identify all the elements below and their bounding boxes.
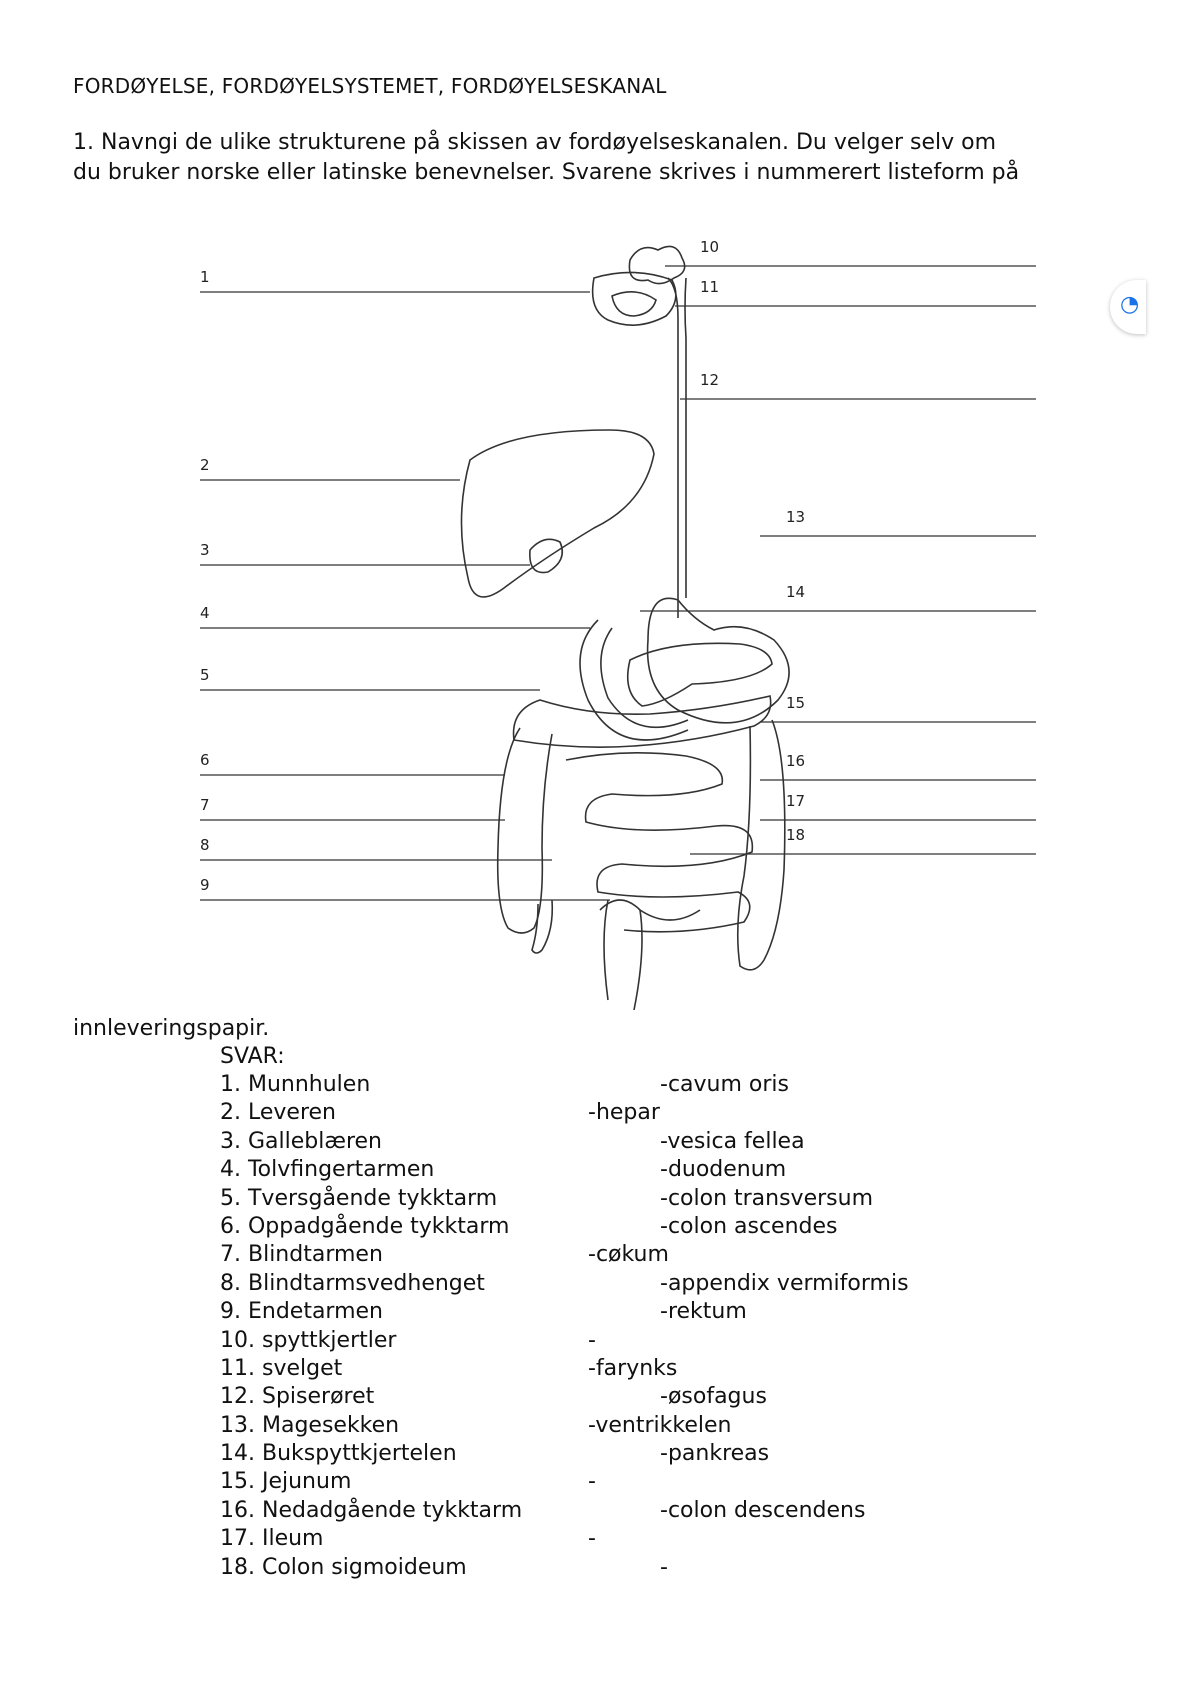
answer-row bbox=[220, 1497, 1120, 1525]
answer-norwegian-name: 16. Nedadgående tykktarm bbox=[220, 1497, 523, 1523]
answer-row bbox=[220, 1270, 1120, 1298]
answer-row bbox=[220, 1355, 1120, 1383]
tongue-shape bbox=[612, 292, 656, 316]
diagram-label-3: 3 bbox=[200, 541, 210, 559]
diagram-label-4: 4 bbox=[200, 604, 210, 622]
answer-row bbox=[220, 1554, 1120, 1582]
diagram-label-9: 9 bbox=[200, 876, 210, 894]
answer-latin-name: -cavum oris bbox=[660, 1072, 789, 1097]
answer-norwegian-name: 4. Tolvfingertarmen bbox=[220, 1157, 435, 1183]
document-title: FORDØYELSE, FORDØYELSYSTEMET, FORDØYELSESKANAL bbox=[73, 74, 667, 98]
answer-row bbox=[220, 1525, 1120, 1553]
answer-latin-name: -colon ascendes bbox=[660, 1213, 838, 1239]
question-continuation: innleveringspapir. bbox=[73, 1016, 270, 1041]
answer-norwegian-name: 10. spyttkjertler bbox=[220, 1327, 397, 1353]
answer-latin-name: -pankreas bbox=[660, 1441, 770, 1467]
diagram-label-6: 6 bbox=[200, 751, 210, 769]
gallbladder-shape bbox=[530, 539, 562, 572]
answer-row bbox=[220, 1156, 1120, 1184]
answer-latin-name: -hepar bbox=[588, 1100, 660, 1126]
answer-latin-name: -duodenum bbox=[660, 1157, 787, 1183]
liver-shape bbox=[461, 430, 654, 597]
answer-row bbox=[220, 1468, 1120, 1496]
diagram-label-8: 8 bbox=[200, 836, 210, 854]
answer-list bbox=[220, 1043, 1120, 1582]
answer-row bbox=[220, 1213, 1120, 1241]
answer-row bbox=[220, 1185, 1120, 1213]
diagram-label-14: 14 bbox=[786, 583, 806, 601]
answer-norwegian-name: 8. Blindtarmsvedhenget bbox=[220, 1270, 485, 1296]
small-intestine-shape bbox=[566, 753, 752, 932]
answer-norwegian-name: 15. Jejunum bbox=[220, 1469, 352, 1495]
question-text: 1. Navngi de ulike strukturene på skissen av fordøyelseskanalen. Du velger selv om du bruker norske eller latinske benevnelser. Svarene skrives i nummerert listeform på bbox=[73, 130, 1020, 185]
assistant-icon: ◔ bbox=[1120, 292, 1140, 317]
answer-row bbox=[220, 1128, 1120, 1156]
answer-norwegian-name: 9. Endetarmen bbox=[220, 1299, 384, 1325]
diagram-label-12: 12 bbox=[700, 371, 720, 389]
answer-rows bbox=[220, 1071, 1120, 1582]
answer-row bbox=[220, 1298, 1120, 1326]
diagram-label-17: 17 bbox=[786, 792, 806, 810]
answer-latin-name: - bbox=[660, 1554, 668, 1580]
answer-latin-name: -cøkum bbox=[588, 1242, 669, 1268]
answer-latin-name: - bbox=[588, 1469, 596, 1495]
rectum-shape bbox=[604, 900, 642, 1010]
answer-row bbox=[220, 1327, 1120, 1355]
duodenum-shape bbox=[580, 620, 688, 740]
diagram-label-18: 18 bbox=[786, 826, 806, 844]
pancreas-shape bbox=[628, 643, 772, 706]
answer-norwegian-name: 2. Leveren bbox=[220, 1100, 336, 1126]
diagram-label-5: 5 bbox=[200, 666, 210, 684]
answer-norwegian-name: 17. Ileum bbox=[220, 1526, 324, 1552]
answer-row bbox=[220, 1412, 1120, 1440]
answer-latin-name: -øsofagus bbox=[660, 1384, 767, 1410]
answer-norwegian-name: 7. Blindtarmen bbox=[220, 1242, 383, 1268]
answer-row bbox=[220, 1241, 1120, 1269]
answer-latin-name: -appendix vermiformis bbox=[660, 1270, 909, 1296]
answer-latin-name: -ventrikkelen bbox=[588, 1412, 732, 1438]
answer-norwegian-name: 1. Munnhulen bbox=[220, 1072, 371, 1097]
answer-latin-name: -colon transversum bbox=[660, 1185, 873, 1211]
answer-row bbox=[220, 1071, 1120, 1099]
answer-norwegian-name: 5. Tversgående tykktarm bbox=[220, 1185, 498, 1211]
answer-norwegian-name: 13. Magesekken bbox=[220, 1412, 400, 1438]
answer-latin-name: - bbox=[588, 1526, 596, 1552]
answer-norwegian-name: 6. Oppadgående tykktarm bbox=[220, 1213, 510, 1239]
answer-latin-name: -rektum bbox=[660, 1299, 747, 1325]
answer-heading: SVAR: bbox=[220, 1044, 285, 1069]
answer-row bbox=[220, 1383, 1120, 1411]
answer-norwegian-name: 3. Galleblæren bbox=[220, 1128, 382, 1154]
answer-latin-name: -vesica fellea bbox=[660, 1128, 805, 1154]
answer-row bbox=[220, 1099, 1120, 1127]
leader-lines bbox=[200, 266, 1036, 900]
stomach-shape bbox=[648, 598, 789, 723]
descending-colon-shape bbox=[738, 720, 785, 970]
mouth-shape bbox=[593, 272, 676, 325]
esophagus-shape bbox=[668, 278, 686, 618]
diagram-label-1: 1 bbox=[200, 268, 210, 286]
answer-norwegian-name: 11. svelget bbox=[220, 1355, 343, 1381]
diagram-label-7: 7 bbox=[200, 796, 210, 814]
diagram-label-13: 13 bbox=[786, 508, 806, 526]
diagram-label-2: 2 bbox=[200, 456, 210, 474]
answer-norwegian-name: 14. Bukspyttkjertelen bbox=[220, 1441, 457, 1467]
ascending-colon-shape bbox=[498, 728, 552, 933]
diagram-svg bbox=[0, 220, 1200, 1010]
answer-norwegian-name: 12. Spiserøret bbox=[220, 1384, 375, 1410]
right-labels bbox=[700, 238, 805, 844]
answer-row bbox=[220, 1440, 1120, 1468]
sigmoid-colon-shape bbox=[600, 900, 700, 920]
left-labels bbox=[200, 268, 210, 894]
salivary-gland-shape bbox=[629, 246, 684, 283]
answer-latin-name: - bbox=[588, 1327, 596, 1353]
answer-latin-name: -farynks bbox=[588, 1355, 678, 1381]
diagram-label-15: 15 bbox=[786, 694, 806, 712]
diagram-label-16: 16 bbox=[786, 752, 806, 770]
diagram-label-11: 11 bbox=[700, 278, 720, 296]
answer-norwegian-name: 18. Colon sigmoideum bbox=[220, 1554, 467, 1580]
digestive-system-diagram bbox=[0, 220, 1200, 1010]
answer-latin-name: -colon descendens bbox=[660, 1497, 866, 1523]
diagram-label-10: 10 bbox=[700, 238, 720, 256]
